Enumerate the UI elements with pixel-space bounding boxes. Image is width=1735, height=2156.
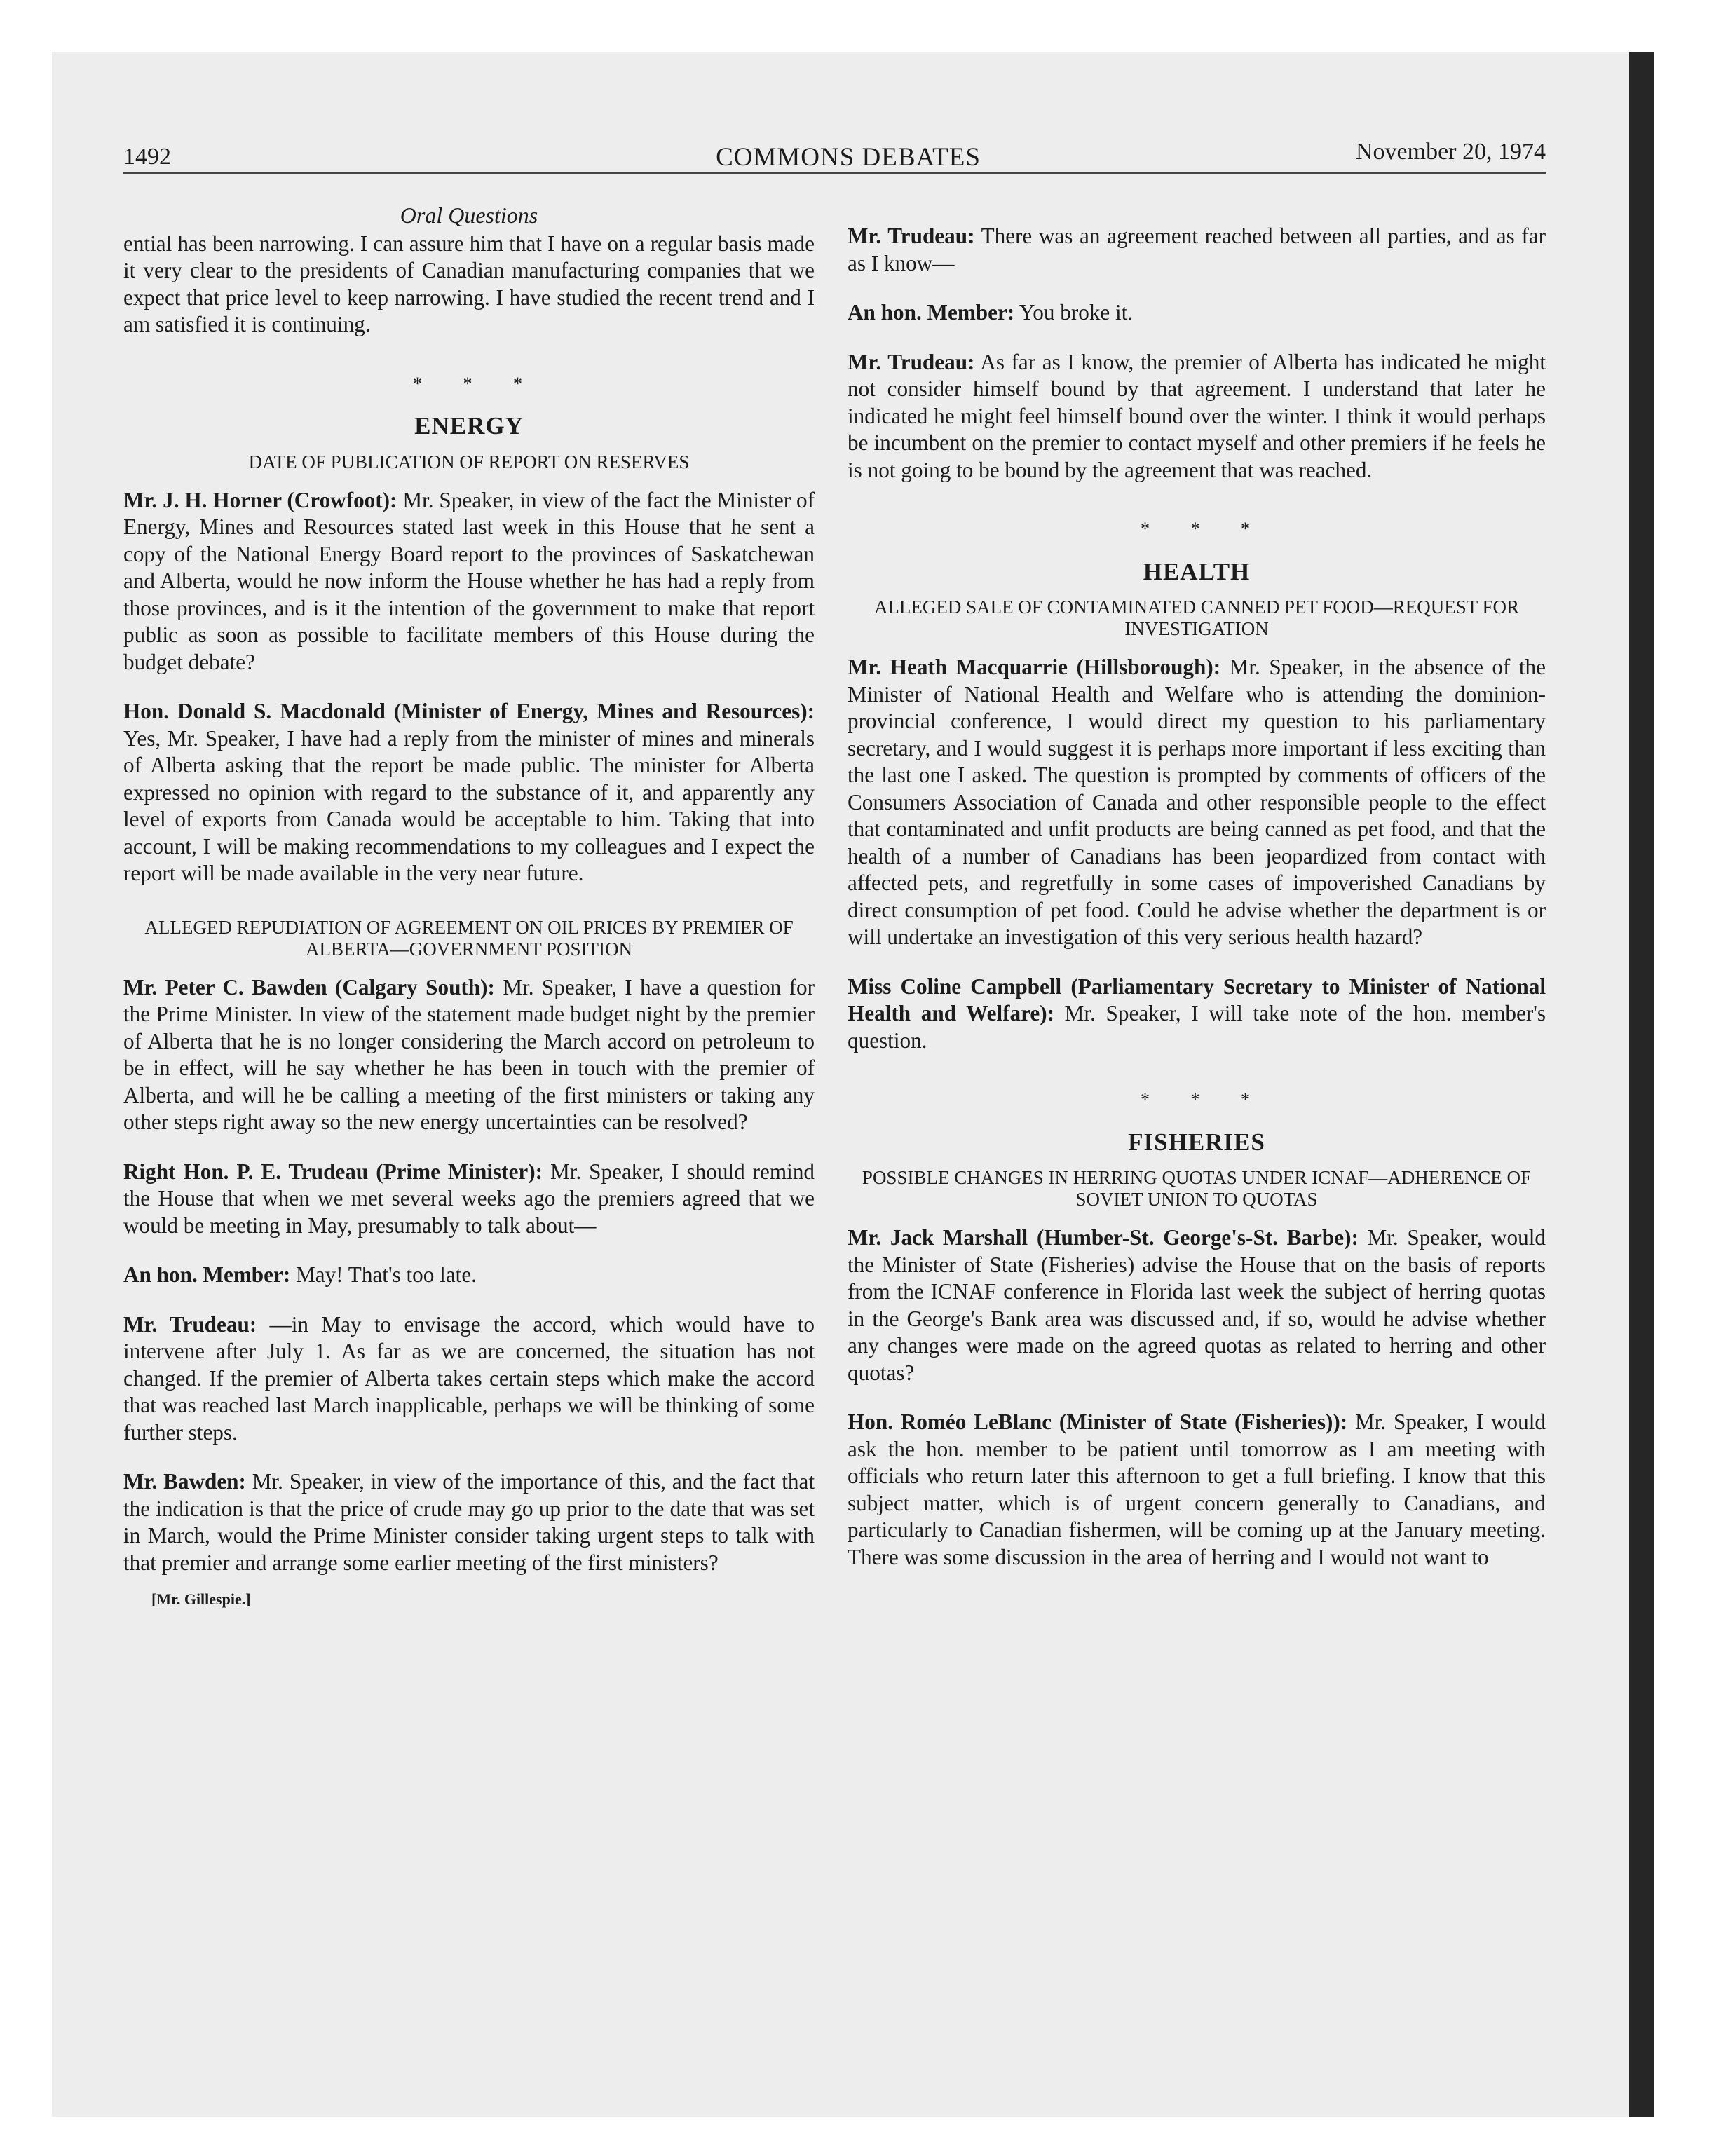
- speech-trudeau: [123, 1159, 815, 1240]
- speaker-name: Mr. Trudeau:: [848, 349, 975, 374]
- continuation-paragraph: ential has been narrowing. I can assure him that I have on a regular basis made it very clear to the presidents of Canadian manufacturing companies that we expect that price level to keep narrowing. I have studied the recent trend and I am satisfied it is continuing.: [123, 231, 815, 336]
- speech-trudeau-2: [123, 1311, 815, 1447]
- speaker-name: Mr. Trudeau:: [848, 224, 975, 248]
- speech-text: Mr. Speaker, I should remind the House that when we met several weeks ago the premiers agreed that we would be meeting in May, presumably to talk about—: [123, 1159, 815, 1238]
- subhead-pet-food: ALLEGED SALE OF CONTAMINATED CANNED PET FOOD—REQUEST FOR INVESTIGATION: [873, 596, 1520, 639]
- header-rule: [123, 172, 1546, 174]
- speaker-name: Mr. Bawden:: [123, 1469, 246, 1494]
- speech-text: Mr. Speaker, I would ask the hon. member to be patient until tomorrow as I am meeting with officials who return later this afternoon to get a full briefing. I know that this subject matter, which is of urgent concern generally to Canadians, and particularly to Canadian fishermen, will be coming up at the January meeting. There was some discussion in the area of herring and I would not want to: [848, 1410, 1546, 1569]
- right-column: [848, 223, 1546, 1571]
- speech-campbell: [848, 974, 1546, 1055]
- speech-text: Mr. Speaker, would the Minister of State (Fisheries) advise the House that on the basis of reports from the ICNAF conference in Florida last week the subject of herring quotas in the George's Bank area was discussed and, if so, would he advise whether any changes were made on the agreed quotas as related to herring and other quotas?: [848, 1225, 1546, 1385]
- subhead-herring: POSSIBLE CHANGES IN HERRING QUOTAS UNDER ICNAF—ADHERENCE OF SOVIET UNION TO QUOTAS: [862, 1167, 1532, 1210]
- scan-edge: [1629, 52, 1654, 2117]
- speaker-name: Mr. Heath Macquarrie (Hillsborough):: [848, 655, 1221, 679]
- speech-member: [123, 1262, 815, 1289]
- speech-text: There was an agreement reached between all parties, and as far as I know—: [848, 224, 1546, 275]
- speaker-name: Mr. J. H. Horner (Crowfoot):: [123, 487, 397, 512]
- section-divider: * * *: [1141, 519, 1268, 539]
- speech-member-2: [848, 299, 1546, 327]
- speech-text: Mr. Speaker, I have a question for the Prime Minister. In view of the statement made budget night by the premier of Alberta that he is no longer considering the March accord on petroleum to be in effect, will he say whether he has been in touch with the premier of Alberta, and will he be calling a meeting of the first ministers or taking any other steps right away so the new energy uncertainties can be resolved?: [123, 974, 815, 1134]
- speaker-name: An hon. Member:: [123, 1262, 291, 1287]
- section-divider: * * *: [1141, 1089, 1268, 1110]
- heading-energy: ENERGY: [414, 412, 524, 439]
- section-label: Oral Questions: [400, 203, 538, 228]
- left-column: [123, 202, 815, 1613]
- page-date: November 20, 1974: [1355, 139, 1546, 165]
- section-divider: * * *: [413, 373, 540, 394]
- speech-text: Mr. Speaker, in view of the importance of this, and the fact that the indication is that the price of crude may go up prior to the date that was set in March, would the Prime Minister consider taking urgent steps to talk with that premier and arrange some earlier meeting of the first ministers?: [123, 1469, 815, 1575]
- speaker-name: Hon. Roméo LeBlanc (Minister of State (Fisheries)):: [848, 1410, 1348, 1434]
- subhead-reserves: DATE OF PUBLICATION OF REPORT ON RESERVES: [248, 451, 690, 472]
- speaker-name: An hon. Member:: [848, 300, 1015, 325]
- speech-horner: [123, 487, 815, 676]
- speech-text: May! That's too late.: [296, 1262, 477, 1287]
- speech-text: Mr. Speaker, in the absence of the Minister of National Health and Welfare who is attending the dominion-provincial conference, I would direct my question to his parliamentary secretary, and I would suggest it is perhaps more important if less exciting than the last one I asked. The question is prompted by comments of officers of the Consumers Association of Canada and other responsible people to the effect that contaminated and unfit products are being canned as pet food, and that the health of a number of Canadians has been jeopardized from contact with affected pets, and regretfully in some cases of impoverished Canadians by direct consumption of pet food. Could he advise whether the department is or will undertake an investigation of this very serious health hazard?: [848, 655, 1546, 949]
- speech-marshall: [848, 1224, 1546, 1386]
- subhead-oil-prices: ALLEGED REPUDIATION OF AGREEMENT ON OIL PRICES BY PREMIER OF ALBERTA—GOVERNMENT POSITION: [144, 916, 794, 960]
- speech-text: —in May to envisage the accord, which would have to intervene after July 1. As far as we are concerned, the situation has not changed. If the premier of Alberta takes certain steps which make the accord that was reached last March inapplicable, perhaps we will be thinking of some further steps.: [123, 1311, 815, 1445]
- speech-bawden: [123, 974, 815, 1136]
- heading-health: HEALTH: [1143, 557, 1251, 585]
- speech-leblanc: [848, 1409, 1546, 1571]
- speech-trudeau-3: [848, 223, 1546, 277]
- speech-text: You broke it.: [1019, 300, 1134, 325]
- speaker-name: Mr. Trudeau:: [123, 1311, 257, 1337]
- heading-fisheries: FISHERIES: [1128, 1128, 1265, 1156]
- speech-text: As far as I know, the premier of Alberta has indicated he might not consider himself bound by that agreement. I understand that later he indicated he might feel himself bound over the winter. I think it would perhaps be incumbent on the premier to contact myself and other premiers if he feels he is not going to be bound by the agreement that was reached.: [848, 349, 1546, 482]
- speaker-name: Mr. Peter C. Bawden (Calgary South):: [123, 974, 495, 999]
- speech-text: Mr. Speaker, I will take note of the hon. member's question.: [848, 1001, 1546, 1053]
- speech-bawden-2: [123, 1468, 815, 1576]
- running-head: COMMONS DEBATES: [716, 143, 981, 172]
- speaker-name: Right Hon. P. E. Trudeau (Prime Minister):: [123, 1159, 543, 1184]
- speech-macdonald: [123, 698, 815, 887]
- speaker-name: Mr. Jack Marshall (Humber-St. George's-St. Barbe):: [848, 1225, 1359, 1250]
- footnote: [Mr. Gillespie.]: [151, 1590, 251, 1608]
- speech-text: Mr. Speaker, in view of the fact the Minister of Energy, Mines and Resources stated last week in this House that he sent a copy of the National Energy Board report to the provinces of Saskatchewan and Alberta, would he now inform the House whether he has had a reply from those provinces, and is it the intention of the government to make that report public as soon as possible to facilitate members of this House during the budget debate?: [123, 487, 815, 674]
- speaker-name: Miss Coline Campbell (Parliamentary Secretary to Minister of National Health and Welfare):: [848, 974, 1546, 1025]
- page-number: 1492: [123, 144, 171, 170]
- speaker-name: Hon. Donald S. Macdonald (Minister of Energy, Mines and Resources):: [123, 699, 815, 723]
- speech-macquarrie: [848, 654, 1546, 951]
- speech-text: Yes, Mr. Speaker, I have had a reply from the minister of mines and minerals of Alberta asking that the report be made public. The minister for Alberta expressed no opinion with regard to the substance of it, and apparently any level of exports from Canada would be acceptable to him. Taking that into account, I will be making recommendations to my colleagues and I expect the report will be made available in the very near future.: [123, 725, 815, 885]
- speech-trudeau-4: [848, 349, 1546, 484]
